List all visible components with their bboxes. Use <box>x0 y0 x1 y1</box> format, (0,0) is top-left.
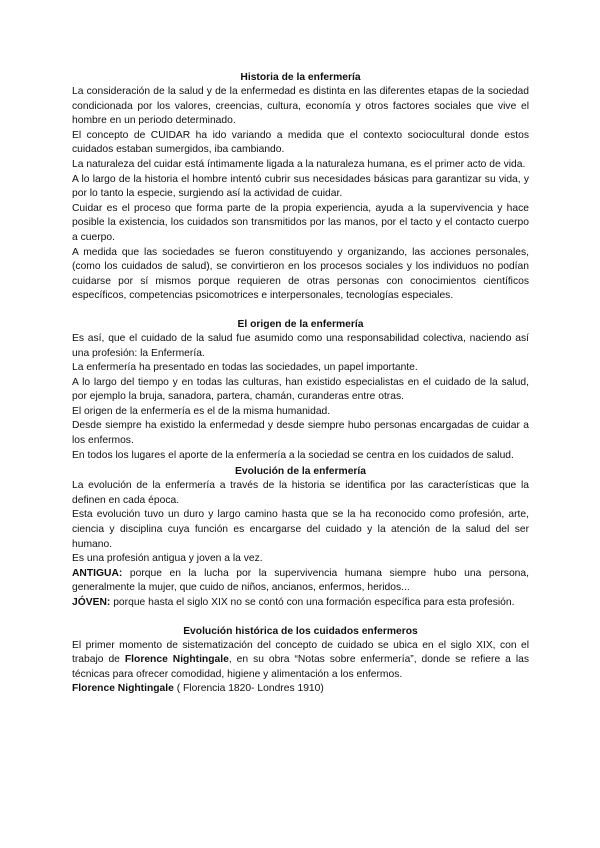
section-title-evolucion-historica: Evolución histórica de los cuidados enfermeros <box>183 625 418 637</box>
joven-label: JÓVEN: <box>72 597 111 608</box>
text-run: , en su obra “Notas sobre enfermería”, donde se refiere a las técnicas para ofrecer comodidad, higiene y alimentación a los enfermos. <box>72 654 529 680</box>
section-title-evolucion: Evolución de la enfermería <box>234 466 367 478</box>
paragraph: El concepto de CUIDAR ha ido variando a medida que el contexto sociocultural donde estos cuidados estaban sumergidos, iba cambiando. <box>72 129 529 156</box>
florence-dates: ( Florencia 1820- Londres 1910) <box>173 683 324 695</box>
florence-name: Florence Nightingale <box>72 683 174 695</box>
paragraph: Es así, que el cuidado de la salud fue asumido como una responsabilidad colectiva, naciendo así una profesión: la Enfermería. <box>72 332 529 359</box>
joven-text: porque hasta el siglo XIX no se contó con una formación específica para esta profesión. <box>110 597 515 608</box>
paragraph: En todos los lugares el aporte de la enfermería a la sociedad se centra en los cuidados de salud. <box>72 449 514 461</box>
paragraph: La consideración de la salud y de la enfermedad es distinta en las diferentes etapas de la sociedad condicionada por los valores, creencias, cultura, economía y otros factores sociales que vive el hombre en un periodo determinado. <box>72 86 529 127</box>
paragraph: La evolución de la enfermería a través de la historia se identifica por las características que la definen en cada época. <box>72 480 529 506</box>
paragraph: El origen de la enfermería es el de la misma humanidad. <box>72 405 331 417</box>
paragraph: A lo largo del tiempo y en todas las culturas, han existido especialistas en el cuidado de la salud, por ejemplo la bruja, sanadora, partera, chamán, curanderas entre otras. <box>72 376 529 403</box>
section-title-historia: Historia de la enfermería <box>240 72 361 83</box>
paragraph: A lo largo de la historia el hombre intentó cubrir sus necesidades básicas para garantizar su vida, y por lo tanto la especie, surgiendo así la actividad de cuidar. <box>72 173 529 200</box>
paragraph: Es una profesión antigua y joven a la vez. <box>72 553 263 565</box>
paragraph-florence-dates <box>72 682 529 697</box>
antigua-label: ANTIGUA: <box>72 567 123 579</box>
text-run: El primer momento de sistematización del concepto de cuidado se ubica en el siglo XIX, con el trabajo de <box>72 639 529 666</box>
spacer <box>72 611 529 625</box>
paragraph-antigua <box>72 567 529 596</box>
paragraph: A medida que las sociedades se fueron constituyendo y organizando, las acciones personales, (como los cuidados de salud), se convirtieron en los procesos sociales y los individuos no podían cuidarse por sí mismos porque requieren de otras personas con conocimientos científicos específicos, competencias psicomotrices e interpersonales, tecnologías especiales. <box>72 246 529 302</box>
paragraph: Esta evolución tuvo un duro y largo camino hasta que se la ha reconocido como profesión, arte, ciencia y disciplina cuya función es encargarse del cuidado y la atención de la salud del ser humano. <box>72 509 529 550</box>
section-title-origen: El origen de la enfermería <box>237 318 364 330</box>
paragraph: La naturaleza del cuidar está íntimamente ligada a la naturaleza humana, es el primer acto de vida. <box>72 158 526 170</box>
paragraph: Desde siempre ha existido la enfermedad y desde siempre hubo personas encargadas de cuidar a los enfermos. <box>72 420 529 447</box>
antigua-text: porque en la lucha por la supervivencia humana siempre hubo una persona, generalmente la mujer, que cuido de niños, ancianos, enfermos, heridos... <box>72 567 529 594</box>
paragraph-nightingale <box>72 639 529 683</box>
spacer <box>72 304 529 318</box>
paragraph-joven <box>72 596 529 611</box>
florence-name: Florence Nightingale <box>124 654 229 666</box>
paragraph: La enfermería ha presentado en todas las sociedades, un papel importante. <box>72 362 418 374</box>
paragraph: Cuidar es el proceso que forma parte de la propia experiencia, ayuda a la supervivencia y hace posible la existencia, los cuidados son transmitidos por las manos, por el tacto y el contacto cuerpo a cuerpo. <box>72 202 529 243</box>
